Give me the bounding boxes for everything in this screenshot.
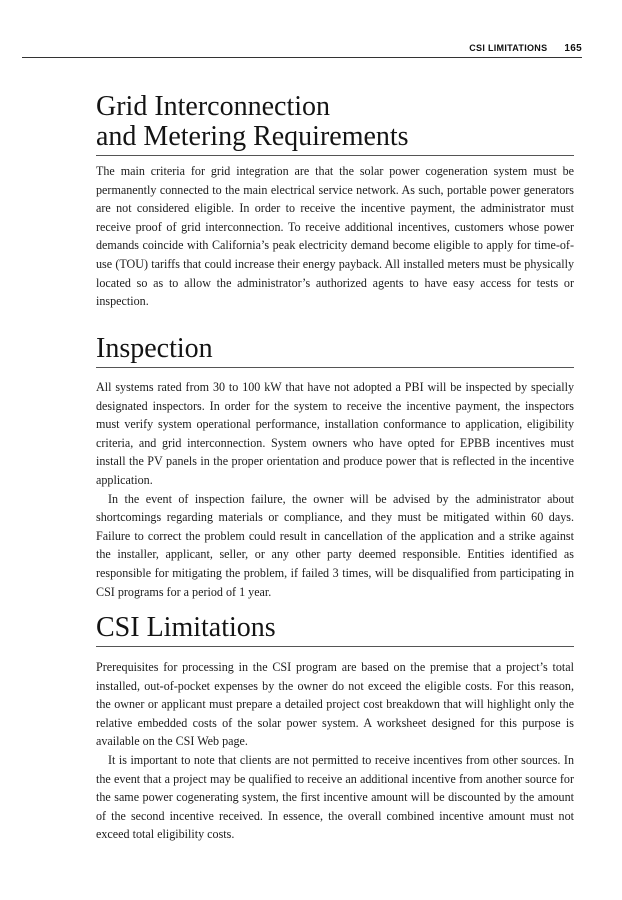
section-heading-grid — [96, 92, 574, 156]
running-head — [22, 41, 582, 58]
paragraph-grid-1: The main criteria for grid integration are that the solar power cogeneration system must be permanently connected to the main electrical service network. As such, portable power generators are not considered eligible. In order to receive the incentive payment, the administrator must receive proof of grid interconnection. To receive additional incentives, customers whose power demands coincide with California’s peak electricity demand become eligible to apply for time-of-use (TOU) tariffs that could increase their energy payback. All installed meters must be physically located so as to allow the administrator’s authorized agents to have easy access for tests or inspection. — [96, 164, 574, 309]
section-heading-csi: CSI Limitations — [96, 613, 574, 647]
heading-line-2: and Metering Requirements — [96, 121, 409, 152]
paragraph-inspection-2: In the event of inspection failure, the owner will be advised by the administrator about shortcomings regarding materials or compliance, and they must be mitigated within 60 days. Failure to correct the problem could result in cancellation of the application and a strike against the installer, applicant, seller, or any other party deemed responsible. Entities identified as responsible for mitigating the problem, if failed 3 times, will be disqualified from participating in CSI programs for a period of 1 year. — [96, 491, 574, 599]
section-grid-interconnection — [96, 92, 574, 311]
paragraph-inspection-1: All systems rated from 30 to 100 kW that have not adopted a PBI will be inspected by specially designated inspectors. In order for the system to receive the incentive payment, the inspectors must verify system operational performance, installation conformance to application, eligibility criteria, and grid interconnection. System owners who have opted for EPBB incentives must install the PV panels in the proper orientation and produce power that is reflected in the incentive application. — [96, 380, 574, 487]
running-head-title: CSI LIMITATIONS — [469, 43, 548, 53]
section-inspection — [96, 334, 574, 601]
paragraph-csi-1: Prerequisites for processing in the CSI program are based on the premise that a project’s total installed, out-of-pocket expenses by the owner do not exceed the eligible costs. For this reason, the owner or applicant must prepare a detailed project cost breakdown that will highlight only the relative embedded costs of the solar power system. A worksheet designed for this purpose is available on the CSI Web page. — [96, 660, 574, 749]
section-csi-limitations — [96, 613, 574, 844]
page-number: 165 — [564, 43, 582, 54]
heading-line-1: Grid Interconnection — [96, 91, 331, 122]
paragraph-csi-2: It is important to note that clients are not permitted to receive incentives from other sources. In the event that a project may be qualified to receive an additional incentive from another source for the same power cogenerating system, the first incentive amount will be discounted by the amount of the second incentive received. In essence, the overall combined incentive amount must not exceed total eligibility costs. — [96, 752, 574, 842]
section-heading-inspection: Inspection — [96, 334, 574, 368]
